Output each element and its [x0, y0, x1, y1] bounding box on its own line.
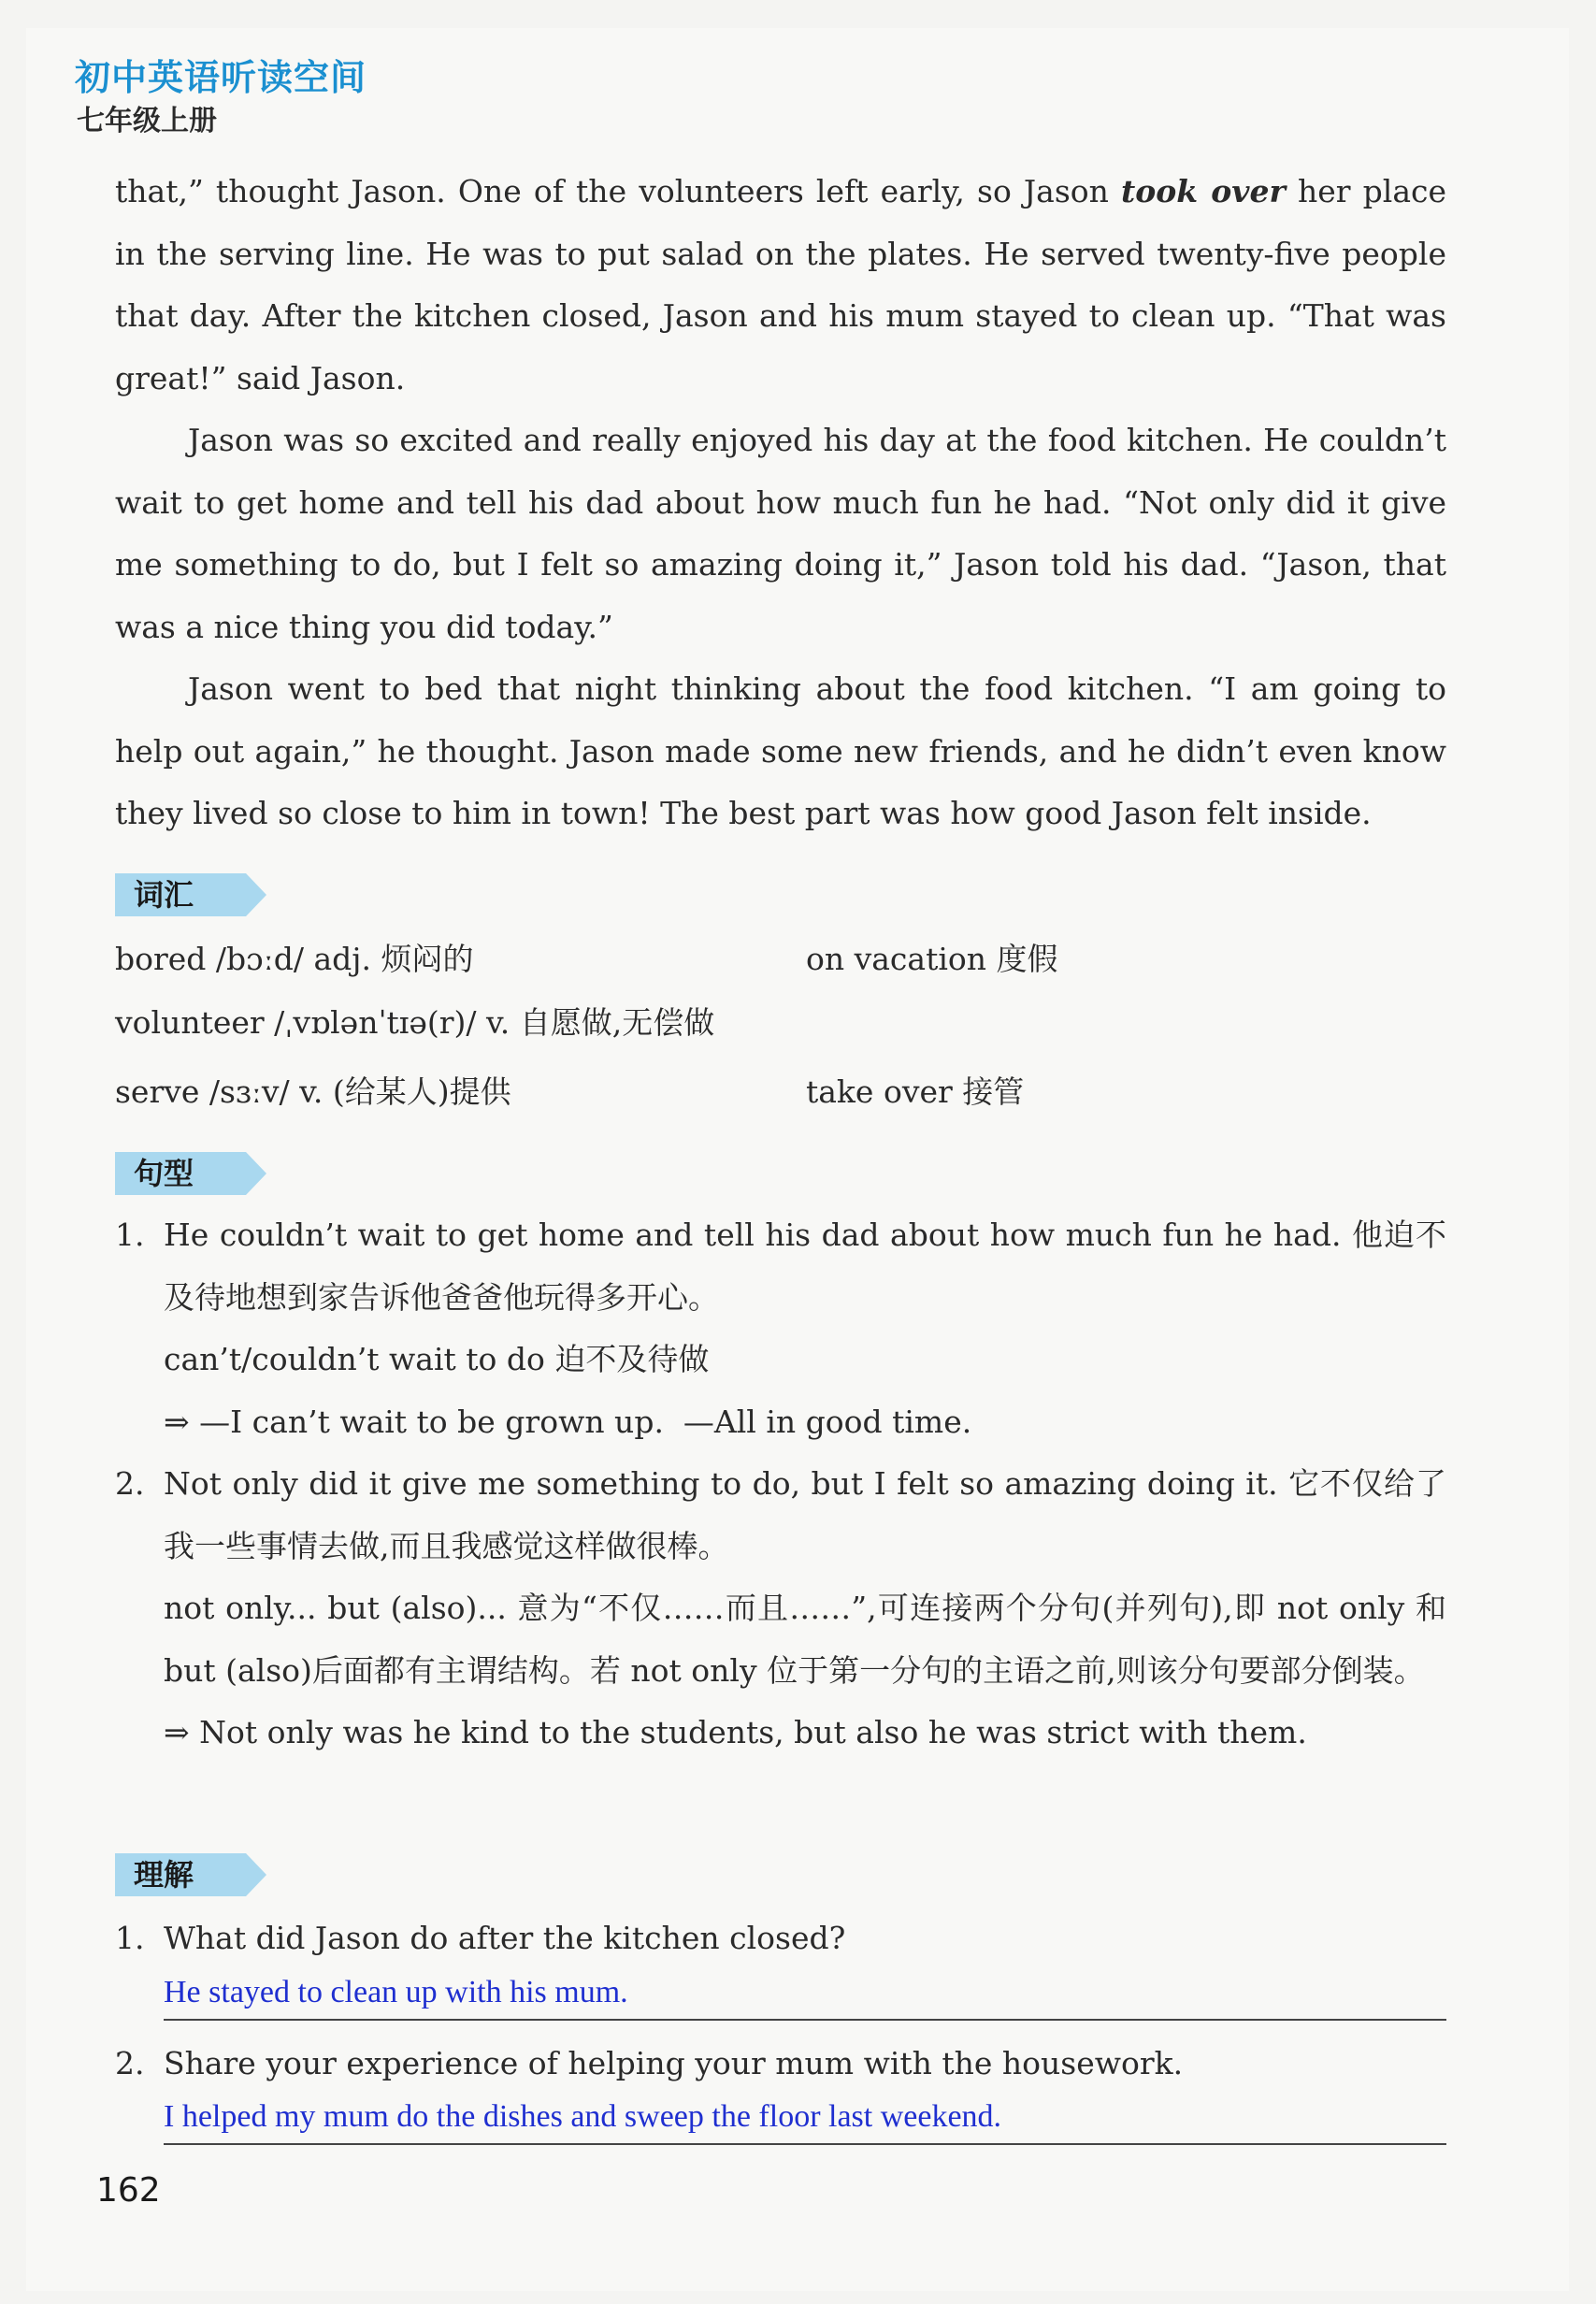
- sentence-example: ⇒ Not only was he kind to the students, but also he was strict with them.: [164, 1714, 1307, 1750]
- question-number: 2.: [115, 2045, 145, 2081]
- story-paragraph-3: Jason went to bed that night thinking about the food kitchen. “I am going to help out again,” he thought. Jason made some new friends, and he didn’t even know they lived so close to him in town! The best part was how good Jason felt inside.: [115, 670, 1446, 831]
- sentence-main: Not only did it give me something to do, but I felt so amazing doing it. 它不仅给了我一些事情去做,而且我感觉这样做很棒。: [164, 1465, 1446, 1564]
- comprehension-section-tag: 理解: [115, 1853, 246, 1896]
- vocab-item-bored: bored /bɔːd/ adj. 烦闷的: [115, 941, 474, 977]
- question-item-2: [115, 2033, 1446, 2095]
- sentence-number: 2.: [115, 1465, 145, 1502]
- story-p1-after: her place in the serving line. He was to put salad on the plates. He served twenty-five people that day. After the kitchen closed, Jason and his mum stayed to clean up. “That was great!” said Jason.: [115, 173, 1447, 396]
- question-text: What did Jason do after the kitchen closed?: [164, 1920, 846, 1956]
- story-p1-before: that,” thought Jason. One of the volunteers left early, so Jason: [115, 173, 1122, 209]
- sentence-note: not only... but (also)... 意为“不仅……而且……”,可连接两个分句(并列句),即 not only 和 but (also)后面都有主谓结构。若 not only 位于第一分句的主语之前,则该分句要部分倒装。: [164, 1590, 1446, 1689]
- vocab-item-take-over: take over 接管: [806, 1073, 1025, 1110]
- story-paragraph-1: [115, 161, 1446, 410]
- grade-title: 七年级上册: [77, 105, 217, 137]
- story-keyword: took over: [1121, 173, 1286, 209]
- question-item-1: [115, 1908, 1446, 1970]
- sentence-item-2: [115, 1453, 1446, 1764]
- sentence-main: He couldn’t wait to get home and tell his dad about how much fun he had. 他迫不及待地想到家告诉他爸爸他玩得多开心。: [164, 1217, 1446, 1316]
- sentence-note: can’t/couldn’t wait to do 迫不及待做: [164, 1341, 710, 1377]
- sentence-example: ⇒ —I can’t wait to be grown up. —All in good time.: [164, 1403, 972, 1440]
- question-number: 1.: [115, 1920, 145, 1956]
- vocab-item-serve: serve /sɜːv/ v. (给某人)提供: [115, 1073, 511, 1110]
- answer-line-1[interactable]: He stayed to clean up with his mum.: [164, 1972, 1446, 2021]
- answer-line-2[interactable]: I helped my mum do the dishes and sweep the floor last weekend.: [164, 2096, 1446, 2145]
- sentence-section-tag: 句型: [115, 1152, 246, 1195]
- vocab-item-on-vacation: on vacation 度假: [806, 941, 1058, 977]
- page-number: 162: [96, 2171, 161, 2210]
- series-title: 初中英语听读空间: [75, 57, 367, 98]
- story-text: [115, 161, 1446, 845]
- sentence-item-1: [115, 1204, 1446, 1453]
- vocab-item-volunteer: volunteer /ˌvɒlənˈtɪə(r)/ v. 自愿做,无偿做: [115, 1004, 715, 1041]
- question-text: Share your experience of helping your mum with the housework.: [164, 2045, 1184, 2081]
- story-paragraph-2: Jason was so excited and really enjoyed his day at the food kitchen. He couldn’t wait to get home and tell his dad about how much fun he had. “Not only did it give me something to do, but I felt so amazing doing it,” Jason told his dad. “Jason, that was a nice thing you did today.”: [115, 422, 1446, 645]
- vocab-section-tag: 词汇: [115, 873, 246, 916]
- sentence-number: 1.: [115, 1217, 145, 1253]
